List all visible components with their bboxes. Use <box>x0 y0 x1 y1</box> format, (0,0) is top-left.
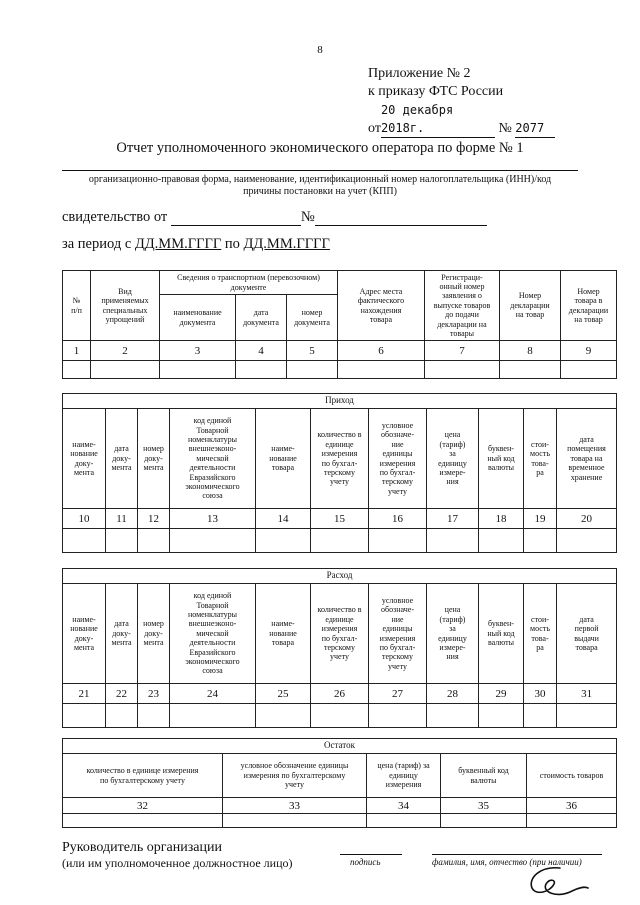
column-numbers-row <box>63 798 617 814</box>
col-number: 13 <box>170 509 256 529</box>
income-table <box>62 393 617 553</box>
table-row <box>63 361 617 379</box>
col-number: 18 <box>479 509 524 529</box>
table-cell[interactable] <box>500 361 561 379</box>
certificate-date-field[interactable] <box>171 211 301 226</box>
col-number: 17 <box>427 509 479 529</box>
table-cell[interactable] <box>63 361 91 379</box>
col-number: 16 <box>369 509 427 529</box>
expense-header-row <box>63 584 617 684</box>
col-number: 6 <box>338 341 425 361</box>
column-header: количество в единице измерения по бухгал- терскому учету <box>311 409 369 509</box>
table-cell[interactable] <box>369 529 427 553</box>
signature-subtitle: (или им уполномоченное должностное лицо) <box>62 856 293 870</box>
table-cell[interactable] <box>63 704 106 728</box>
table-cell[interactable] <box>106 704 138 728</box>
certificate-line <box>62 209 487 226</box>
income-group-header: Приход <box>63 394 617 409</box>
col-number: 4 <box>236 341 287 361</box>
column-header: номер доку- мента <box>138 409 170 509</box>
header-simplification-type: Вид применяемых специальных упрощений <box>91 271 160 341</box>
balance-header-row <box>63 754 617 798</box>
date-value: 20 декабря 2018г. <box>381 101 495 138</box>
col-number: 7 <box>425 341 500 361</box>
col-number: 29 <box>479 684 524 704</box>
table-cell[interactable] <box>479 704 524 728</box>
column-header: наиме- нование доку- мента <box>63 584 106 684</box>
table-cell[interactable] <box>369 704 427 728</box>
transport-table <box>62 270 617 379</box>
header-row-number: № п/п <box>63 271 91 341</box>
table-cell[interactable] <box>338 361 425 379</box>
table-cell[interactable] <box>427 529 479 553</box>
income-header-row <box>63 409 617 509</box>
column-header: дата доку- мента <box>106 409 138 509</box>
org-line <box>62 170 578 171</box>
org-hint-line2: причины постановки на учет (КПП) <box>243 186 397 197</box>
col-number: 27 <box>369 684 427 704</box>
period-mid: по <box>224 236 240 252</box>
column-numbers-row <box>63 684 617 704</box>
column-header: стоимость товаров <box>527 754 617 798</box>
column-header: буквенный код валюты <box>441 754 527 798</box>
col-number: 15 <box>311 509 369 529</box>
table-cell[interactable] <box>170 529 256 553</box>
table-cell[interactable] <box>138 704 170 728</box>
col-number: 26 <box>311 684 369 704</box>
table-cell[interactable] <box>557 704 617 728</box>
column-header: условное обозначение единицы измерения по бухгалтерскому учету <box>223 754 367 798</box>
column-header: дата доку- мента <box>106 584 138 684</box>
col-number: 33 <box>223 798 367 814</box>
table-cell[interactable] <box>441 814 527 828</box>
signature-label: подпись <box>350 857 381 867</box>
appendix-block <box>368 65 555 138</box>
header-doc-date: дата документа <box>236 295 287 341</box>
table-cell[interactable] <box>367 814 441 828</box>
table-cell[interactable] <box>63 529 106 553</box>
table-cell[interactable] <box>106 529 138 553</box>
handwritten-signature <box>520 862 590 900</box>
table-row <box>63 704 617 728</box>
certificate-number-field[interactable] <box>315 211 487 226</box>
date-prefix: от <box>368 121 381 136</box>
column-header: наиме- нование товара <box>256 409 311 509</box>
header-goods-address: Адрес места фактического нахождения товара <box>338 271 425 341</box>
column-header: цена (тариф) за единицу измере- ния <box>427 584 479 684</box>
table-cell[interactable] <box>236 361 287 379</box>
period-from: ДД.ММ.ГГГГ <box>134 236 222 252</box>
signature-title: Руководитель организации <box>62 840 222 855</box>
expense-table <box>62 568 617 728</box>
table-cell[interactable] <box>527 814 617 828</box>
column-header: код единой Товарной номенклатуры внешнеэконо- мической деятельности Евразийского экономического союза <box>170 584 256 684</box>
col-number: 25 <box>256 684 311 704</box>
table-cell[interactable] <box>63 814 223 828</box>
name-label: фамилия, имя, отчество (при наличии) <box>432 857 582 867</box>
col-number: 31 <box>557 684 617 704</box>
org-hint <box>62 174 578 198</box>
col-number: 21 <box>63 684 106 704</box>
table-row <box>63 529 617 553</box>
header-goods-number: Номер товара в декларации на товар <box>561 271 617 341</box>
column-header: наиме- нование товара <box>256 584 311 684</box>
period-line <box>62 236 330 253</box>
table-cell[interactable] <box>311 529 369 553</box>
expense-group-header: Расход <box>63 569 617 584</box>
column-header: номер доку- мента <box>138 584 170 684</box>
period-prefix: за период с <box>62 236 132 252</box>
name-line[interactable] <box>432 854 602 855</box>
table-cell[interactable] <box>557 529 617 553</box>
table-cell[interactable] <box>223 814 367 828</box>
col-number: 30 <box>524 684 557 704</box>
col-number: 20 <box>557 509 617 529</box>
column-header: количество в единице измерения по бухгал- терскому учету <box>311 584 369 684</box>
col-number: 12 <box>138 509 170 529</box>
report-title: Отчет уполномоченного экономического оператора по форме № 1 <box>116 140 524 156</box>
balance-group-header: Остаток <box>63 739 617 754</box>
col-number: 11 <box>106 509 138 529</box>
header-registration-number: Регистраци- онный номер заявления о выпуске товаров до подачи декларации на товары <box>425 271 500 341</box>
appendix-line2: к приказу ФТС России <box>368 84 504 99</box>
column-header: код единой Товарной номенклатуры внешнеэконо- мической деятельности Евразийского экономического союза <box>170 409 256 509</box>
column-header: цена (тариф) за единицу измере- ния <box>427 409 479 509</box>
table-cell[interactable] <box>524 529 557 553</box>
table-cell[interactable] <box>170 704 256 728</box>
table-cell[interactable] <box>561 361 617 379</box>
col-number: 1 <box>63 341 91 361</box>
col-number: 14 <box>256 509 311 529</box>
header-transport-doc-group: Сведения о транспортном (перевозочном) документе <box>160 271 338 295</box>
column-numbers-row <box>63 509 617 529</box>
col-number: 23 <box>138 684 170 704</box>
col-number: 2 <box>91 341 160 361</box>
certificate-label: свидетельство от <box>62 209 168 225</box>
column-header: условное обозначе- ние единицы измерения по бухгал- терскому учету <box>369 584 427 684</box>
column-header: стои- мость това- ра <box>524 584 557 684</box>
col-number: 5 <box>287 341 338 361</box>
header-doc-name: наименование документа <box>160 295 236 341</box>
table-row <box>63 814 617 828</box>
column-header: дата помещения товара на временное хранение <box>557 409 617 509</box>
col-number: 22 <box>106 684 138 704</box>
column-numbers-row <box>63 341 617 361</box>
column-header: буквен- ный код валюты <box>479 584 524 684</box>
order-number: 2077 <box>515 119 555 138</box>
table-cell[interactable] <box>287 361 338 379</box>
number-prefix: № <box>498 121 512 136</box>
col-number: 28 <box>427 684 479 704</box>
table-cell[interactable] <box>138 529 170 553</box>
col-number: 9 <box>561 341 617 361</box>
table-cell[interactable] <box>425 361 500 379</box>
column-header: цена (тариф) за единицу измерения <box>367 754 441 798</box>
column-header: дата первой выдачи товара <box>557 584 617 684</box>
column-header: буквен- ный код валюты <box>479 409 524 509</box>
table-cell[interactable] <box>91 361 160 379</box>
table-cell[interactable] <box>256 529 311 553</box>
col-number: 19 <box>524 509 557 529</box>
column-header: наиме- нование доку- мента <box>63 409 106 509</box>
col-number: 3 <box>160 341 236 361</box>
table-cell[interactable] <box>160 361 236 379</box>
col-number: 35 <box>441 798 527 814</box>
balance-table <box>62 738 617 828</box>
column-header: стои- мость това- ра <box>524 409 557 509</box>
col-number: 10 <box>63 509 106 529</box>
header-doc-number: номер документа <box>287 295 338 341</box>
col-number: 32 <box>63 798 223 814</box>
column-header: условное обозначе- ние единицы измерения по бухгал- терскому учету <box>369 409 427 509</box>
org-hint-line1: организационно-правовая форма, наименование, идентификационный номер налогоплательщика (ИНН)/код <box>88 174 552 185</box>
column-header: количество в единице измерения по бухгалтерскому учету <box>63 754 223 798</box>
col-number: 24 <box>170 684 256 704</box>
col-number: 34 <box>367 798 441 814</box>
period-to: ДД.ММ.ГГГГ <box>243 236 330 252</box>
table-cell[interactable] <box>311 704 369 728</box>
signature-line[interactable] <box>340 854 402 855</box>
appendix-line1: Приложение № 2 <box>368 66 471 81</box>
table-cell[interactable] <box>524 704 557 728</box>
col-number: 36 <box>527 798 617 814</box>
appendix-date-line <box>368 101 555 138</box>
header-declaration-number: Номер декларации на товар <box>500 271 561 341</box>
page-number: 8 <box>317 44 323 56</box>
table-cell[interactable] <box>427 704 479 728</box>
table-cell[interactable] <box>479 529 524 553</box>
certificate-number-sign: № <box>300 209 315 225</box>
table-cell[interactable] <box>256 704 311 728</box>
col-number: 8 <box>500 341 561 361</box>
